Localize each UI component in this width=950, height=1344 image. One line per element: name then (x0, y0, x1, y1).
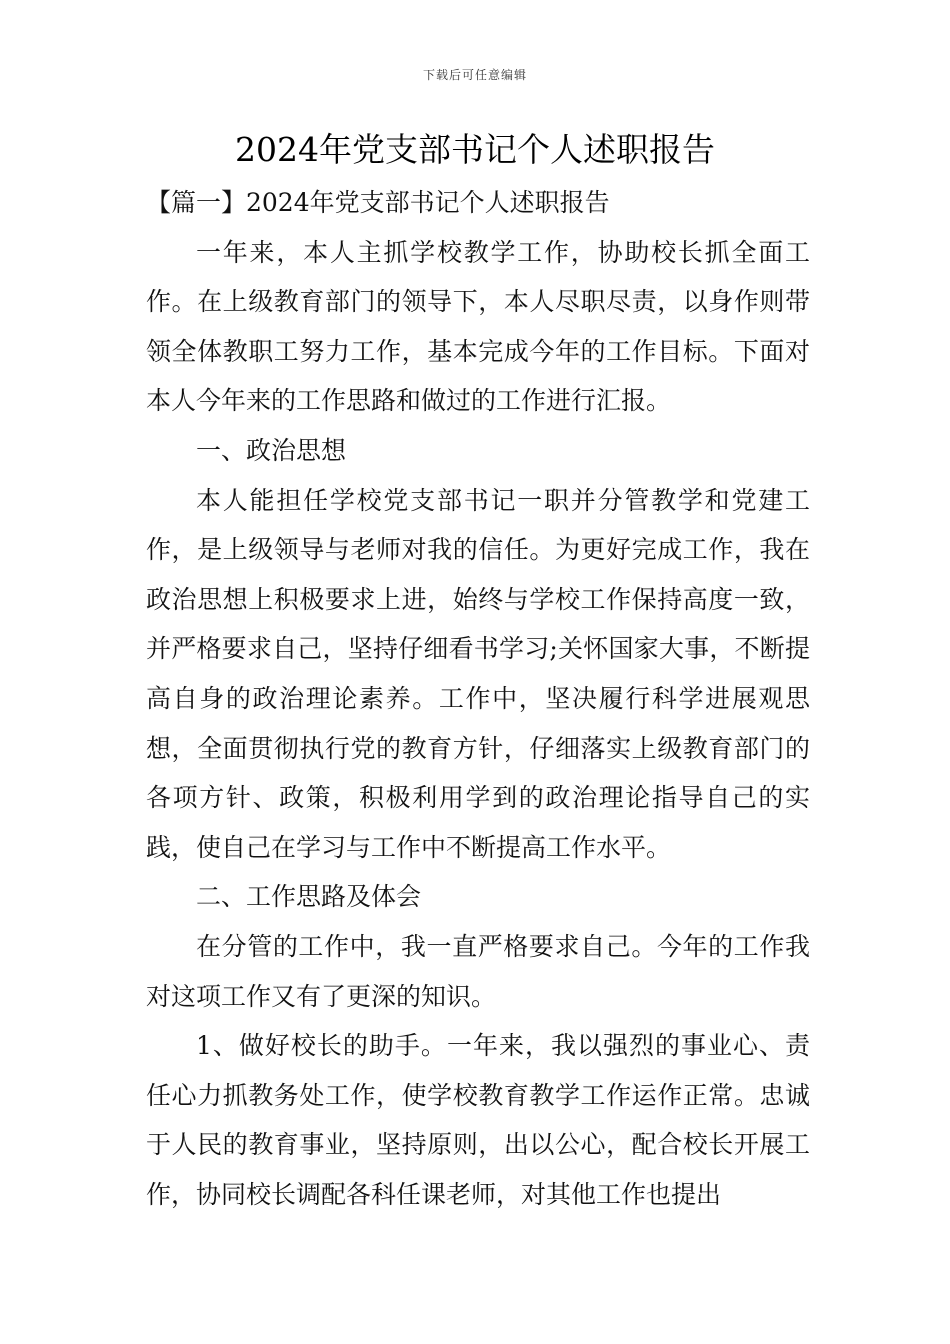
document-title: 2024年党支部书记个人述职报告 (235, 130, 715, 169)
section-subtitle: 【篇一】2024年党支部书记个人述职报告 (146, 188, 610, 217)
paragraph-intro: 一年来，本人主抓学校教学工作，协助校长抓全面工作。在上级教育部门的领导下，本人尽职尽责，以身作则带领全体教职工努力工作，基本完成今年的工作目标。下面对本人今年来的工作思路和做过的工作进行汇报。 (146, 237, 810, 416)
heading-work-approach: 二、工作思路及体会 (196, 882, 422, 912)
document-body (146, 178, 810, 1219)
heading-political-thought: 一、政治思想 (196, 435, 347, 465)
paragraph-work-approach: 在分管的工作中，我一直严格要求自己。今年的工作我对这项工作又有了更深的知识。 (146, 931, 810, 1011)
header-note: 下载后可任意编辑 (422, 68, 527, 82)
paragraph-political-thought: 本人能担任学校党支部书记一职并分管教学和党建工作，是上级领导与老师对我的信任。为更好完成工作，我在政治思想上积极要求上进，始终与学校工作保持高度一致，并严格要求自己，坚持仔细看书学习;关怀国家大事，不断提高自身的政治理论素养。工作中，坚决履行科学进展观思想，全面贯彻执行党的教育方针，仔细落实上级教育部门的各项方针、政策，积极利用学到的政治理论指导自己的实践，使自己在学习与工作中不断提高工作水平。 (146, 485, 810, 862)
paragraph-principal-assistant: 1、做好校长的助手。一年来，我以强烈的事业心、责任心力抓教务处工作，使学校教育教学工作运作正常。忠诚于人民的教育事业，坚持原则，出以公心，配合校长开展工作，协同校长调配各科任课老师，对其他工作也提出 (146, 1031, 810, 1209)
